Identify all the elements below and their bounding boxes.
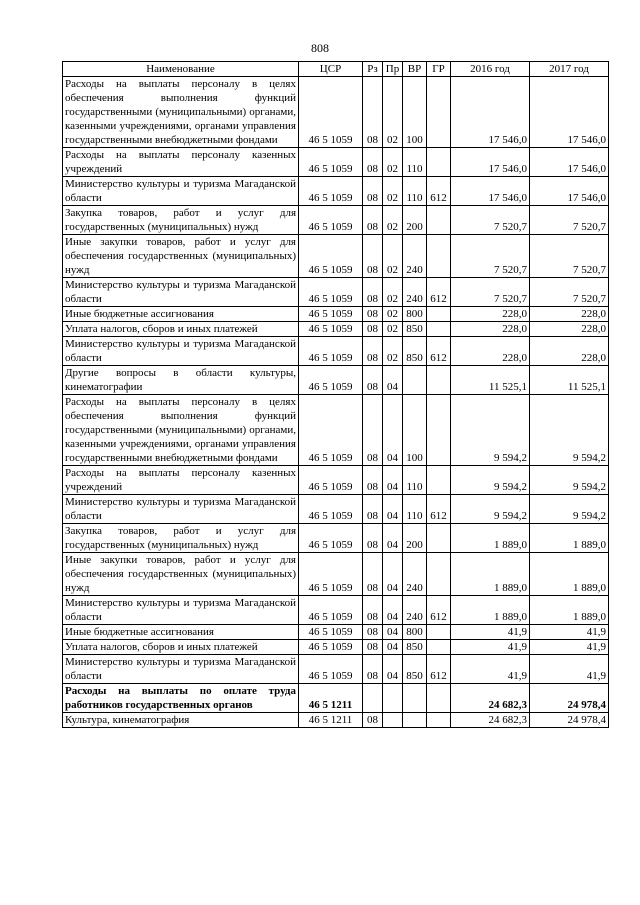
table-row	[63, 322, 609, 337]
cell-csr: 46 5 1059	[299, 322, 363, 337]
cell-vr: 240	[403, 278, 427, 307]
cell-rz: 08	[363, 625, 383, 640]
cell-name: Расходы на выплаты персоналу в целях обеспечения выполнения функций государственными (муниципальными) органами, казенными учреждениями, органами управления государственными внебюджетными фондами	[63, 395, 299, 466]
cell-2016: 1 889,0	[451, 553, 530, 596]
table-header-row	[63, 62, 609, 77]
table-row	[63, 148, 609, 177]
cell-vr: 110	[403, 148, 427, 177]
cell-rz: 08	[363, 148, 383, 177]
cell-2017: 41,9	[530, 655, 609, 684]
cell-pr: 02	[383, 235, 403, 278]
cell-vr: 110	[403, 466, 427, 495]
header-pr: Пр	[383, 62, 403, 77]
cell-2017: 17 546,0	[530, 77, 609, 148]
cell-pr: 04	[383, 655, 403, 684]
cell-gr	[427, 640, 451, 655]
cell-name: Министерство культуры и туризма Магаданской области	[63, 177, 299, 206]
cell-rz: 08	[363, 307, 383, 322]
cell-2017: 17 546,0	[530, 177, 609, 206]
header-gr: ГР	[427, 62, 451, 77]
cell-rz: 08	[363, 466, 383, 495]
cell-2016: 9 594,2	[451, 466, 530, 495]
table-row	[63, 177, 609, 206]
cell-gr: 612	[427, 495, 451, 524]
cell-2016: 228,0	[451, 337, 530, 366]
cell-pr: 02	[383, 307, 403, 322]
table-row	[63, 466, 609, 495]
cell-pr: 02	[383, 77, 403, 148]
cell-csr: 46 5 1059	[299, 553, 363, 596]
cell-2016: 9 594,2	[451, 495, 530, 524]
cell-rz: 08	[363, 206, 383, 235]
cell-name: Министерство культуры и туризма Магаданской области	[63, 655, 299, 684]
cell-csr: 46 5 1059	[299, 655, 363, 684]
cell-2016: 41,9	[451, 625, 530, 640]
cell-2016: 24 682,3	[451, 713, 530, 728]
cell-vr: 110	[403, 495, 427, 524]
cell-gr: 612	[427, 278, 451, 307]
cell-2017: 9 594,2	[530, 395, 609, 466]
header-2017: 2017 год	[530, 62, 609, 77]
cell-2017: 228,0	[530, 337, 609, 366]
cell-csr: 46 5 1059	[299, 148, 363, 177]
cell-vr: 800	[403, 307, 427, 322]
cell-2016: 17 546,0	[451, 148, 530, 177]
cell-csr: 46 5 1059	[299, 77, 363, 148]
cell-gr	[427, 684, 451, 713]
cell-2016: 24 682,3	[451, 684, 530, 713]
cell-name: Расходы на выплаты персоналу казенных учреждений	[63, 466, 299, 495]
cell-name: Министерство культуры и туризма Магаданской области	[63, 337, 299, 366]
cell-name: Иные бюджетные ассигнования	[63, 307, 299, 322]
header-2016: 2016 год	[451, 62, 530, 77]
cell-csr: 46 5 1059	[299, 596, 363, 625]
cell-pr: 04	[383, 640, 403, 655]
table-row	[63, 77, 609, 148]
cell-name: Закупка товаров, работ и услуг для государственных (муниципальных) нужд	[63, 206, 299, 235]
cell-2017: 7 520,7	[530, 235, 609, 278]
cell-csr: 46 5 1059	[299, 625, 363, 640]
cell-csr: 46 5 1059	[299, 235, 363, 278]
cell-name: Министерство культуры и туризма Магаданской области	[63, 596, 299, 625]
table-row	[63, 524, 609, 553]
cell-name: Министерство культуры и туризма Магаданской области	[63, 278, 299, 307]
cell-csr: 46 5 1059	[299, 337, 363, 366]
cell-2016: 41,9	[451, 655, 530, 684]
cell-pr	[383, 684, 403, 713]
cell-csr: 46 5 1059	[299, 307, 363, 322]
cell-csr: 46 5 1059	[299, 177, 363, 206]
cell-gr	[427, 307, 451, 322]
cell-rz	[363, 684, 383, 713]
cell-rz: 08	[363, 495, 383, 524]
cell-vr: 850	[403, 640, 427, 655]
cell-2017: 24 978,4	[530, 713, 609, 728]
cell-gr	[427, 77, 451, 148]
cell-gr	[427, 524, 451, 553]
cell-vr: 200	[403, 524, 427, 553]
cell-2016: 1 889,0	[451, 524, 530, 553]
header-vr: ВР	[403, 62, 427, 77]
cell-2017: 41,9	[530, 625, 609, 640]
cell-name: Иные бюджетные ассигнования	[63, 625, 299, 640]
cell-pr: 02	[383, 206, 403, 235]
cell-vr: 240	[403, 553, 427, 596]
cell-name: Иные закупки товаров, работ и услуг для обеспечения государственных (муниципальных) нужд	[63, 553, 299, 596]
cell-gr	[427, 466, 451, 495]
cell-pr: 02	[383, 337, 403, 366]
table-row	[63, 278, 609, 307]
cell-2016: 17 546,0	[451, 177, 530, 206]
cell-vr: 800	[403, 625, 427, 640]
cell-2016: 17 546,0	[451, 77, 530, 148]
cell-2016: 7 520,7	[451, 278, 530, 307]
cell-pr: 04	[383, 553, 403, 596]
cell-2016: 228,0	[451, 307, 530, 322]
cell-vr	[403, 684, 427, 713]
header-csr: ЦСР	[299, 62, 363, 77]
cell-rz: 08	[363, 235, 383, 278]
cell-name: Расходы на выплаты персоналу в целях обеспечения выполнения функций государственными (муниципальными) органами, казенными учреждениями, органами управления государственными внебюджетными фондами	[63, 77, 299, 148]
cell-rz: 08	[363, 337, 383, 366]
cell-pr: 04	[383, 625, 403, 640]
cell-rz: 08	[363, 366, 383, 395]
cell-2017: 7 520,7	[530, 206, 609, 235]
cell-2017: 24 978,4	[530, 684, 609, 713]
cell-pr: 04	[383, 596, 403, 625]
cell-2016: 7 520,7	[451, 235, 530, 278]
cell-gr: 612	[427, 177, 451, 206]
cell-rz: 08	[363, 596, 383, 625]
cell-csr: 46 5 1059	[299, 366, 363, 395]
cell-gr	[427, 395, 451, 466]
cell-name: Расходы на выплаты по оплате труда работников государственных органов	[63, 684, 299, 713]
cell-gr	[427, 235, 451, 278]
cell-csr: 46 5 1059	[299, 206, 363, 235]
cell-csr: 46 5 1059	[299, 395, 363, 466]
cell-pr: 02	[383, 148, 403, 177]
cell-2017: 17 546,0	[530, 148, 609, 177]
budget-table	[62, 61, 609, 728]
cell-gr: 612	[427, 596, 451, 625]
cell-csr: 46 5 1059	[299, 466, 363, 495]
table-row	[63, 684, 609, 713]
cell-rz: 08	[363, 524, 383, 553]
cell-pr: 02	[383, 322, 403, 337]
cell-gr	[427, 366, 451, 395]
cell-2016: 228,0	[451, 322, 530, 337]
cell-vr: 100	[403, 395, 427, 466]
cell-pr	[383, 713, 403, 728]
cell-name: Иные закупки товаров, работ и услуг для обеспечения государственных (муниципальных) нужд	[63, 235, 299, 278]
cell-2016: 41,9	[451, 640, 530, 655]
cell-2016: 1 889,0	[451, 596, 530, 625]
cell-csr: 46 5 1211	[299, 713, 363, 728]
cell-2016: 11 525,1	[451, 366, 530, 395]
cell-gr	[427, 625, 451, 640]
cell-name: Культура, кинематография	[63, 713, 299, 728]
table-row	[63, 655, 609, 684]
cell-vr: 850	[403, 337, 427, 366]
cell-name: Закупка товаров, работ и услуг для государственных (муниципальных) нужд	[63, 524, 299, 553]
cell-pr: 04	[383, 395, 403, 466]
cell-rz: 08	[363, 713, 383, 728]
cell-vr: 240	[403, 596, 427, 625]
cell-vr: 100	[403, 77, 427, 148]
cell-vr: 110	[403, 177, 427, 206]
cell-vr	[403, 366, 427, 395]
cell-2017: 1 889,0	[530, 553, 609, 596]
cell-csr: 46 5 1059	[299, 640, 363, 655]
cell-name: Уплата налогов, сборов и иных платежей	[63, 322, 299, 337]
cell-pr: 02	[383, 177, 403, 206]
cell-gr	[427, 148, 451, 177]
cell-gr	[427, 553, 451, 596]
cell-csr: 46 5 1059	[299, 278, 363, 307]
cell-rz: 08	[363, 655, 383, 684]
cell-2017: 1 889,0	[530, 524, 609, 553]
cell-pr: 02	[383, 278, 403, 307]
cell-rz: 08	[363, 640, 383, 655]
cell-rz: 08	[363, 395, 383, 466]
cell-2017: 228,0	[530, 307, 609, 322]
cell-csr: 46 5 1059	[299, 524, 363, 553]
table-row	[63, 366, 609, 395]
table-row	[63, 640, 609, 655]
cell-rz: 08	[363, 553, 383, 596]
cell-pr: 04	[383, 524, 403, 553]
table-row	[63, 713, 609, 728]
cell-name: Уплата налогов, сборов и иных платежей	[63, 640, 299, 655]
cell-2016: 9 594,2	[451, 395, 530, 466]
table-body	[63, 77, 609, 728]
cell-2017: 9 594,2	[530, 495, 609, 524]
cell-2017: 7 520,7	[530, 278, 609, 307]
cell-gr	[427, 206, 451, 235]
table-row	[63, 307, 609, 322]
cell-2017: 41,9	[530, 640, 609, 655]
cell-vr: 200	[403, 206, 427, 235]
table-row	[63, 235, 609, 278]
cell-2017: 11 525,1	[530, 366, 609, 395]
table-row	[63, 337, 609, 366]
table-row	[63, 596, 609, 625]
cell-rz: 08	[363, 322, 383, 337]
table-row	[63, 395, 609, 466]
cell-rz: 08	[363, 278, 383, 307]
cell-pr: 04	[383, 495, 403, 524]
cell-vr	[403, 713, 427, 728]
header-rz: Рз	[363, 62, 383, 77]
cell-vr: 240	[403, 235, 427, 278]
cell-gr: 612	[427, 337, 451, 366]
cell-name: Расходы на выплаты персоналу казенных учреждений	[63, 148, 299, 177]
cell-pr: 04	[383, 366, 403, 395]
cell-vr: 850	[403, 322, 427, 337]
cell-2016: 7 520,7	[451, 206, 530, 235]
cell-pr: 04	[383, 466, 403, 495]
cell-csr: 46 5 1211	[299, 684, 363, 713]
cell-gr	[427, 322, 451, 337]
cell-2017: 228,0	[530, 322, 609, 337]
cell-vr: 850	[403, 655, 427, 684]
table-row	[63, 625, 609, 640]
cell-csr: 46 5 1059	[299, 495, 363, 524]
cell-rz: 08	[363, 177, 383, 206]
table-row	[63, 553, 609, 596]
header-name: Наименование	[63, 62, 299, 77]
cell-2017: 1 889,0	[530, 596, 609, 625]
cell-gr	[427, 713, 451, 728]
cell-gr: 612	[427, 655, 451, 684]
cell-2017: 9 594,2	[530, 466, 609, 495]
table-row	[63, 206, 609, 235]
cell-rz: 08	[363, 77, 383, 148]
page-number: 808	[311, 41, 329, 55]
cell-name: Другие вопросы в области культуры, кинематографии	[63, 366, 299, 395]
cell-name: Министерство культуры и туризма Магаданской области	[63, 495, 299, 524]
table-row	[63, 495, 609, 524]
